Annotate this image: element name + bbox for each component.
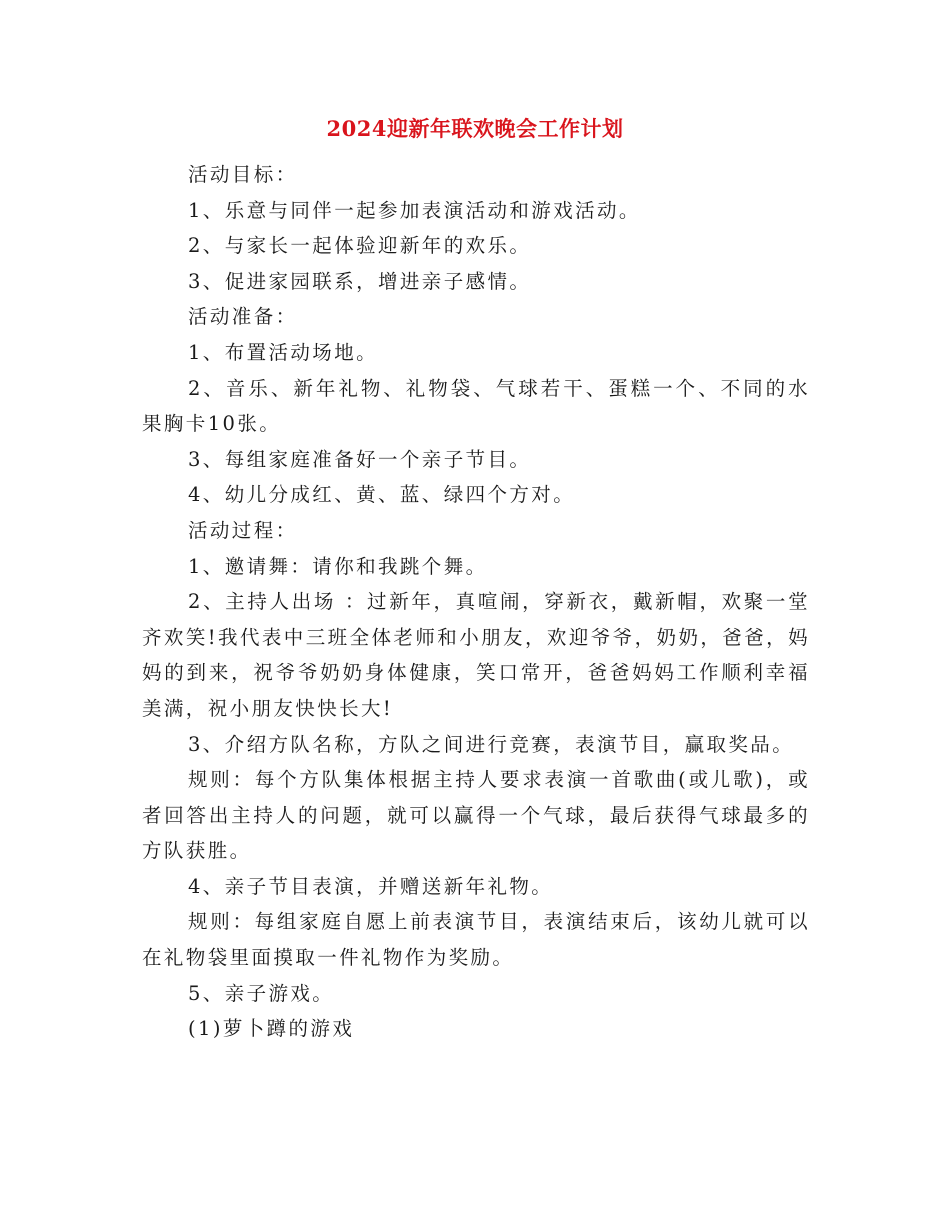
paragraph: 活动准备： (188, 305, 298, 329)
document-body (142, 157, 810, 1047)
paragraph: (1)萝卜蹲的游戏 (188, 1017, 355, 1041)
paragraph: 2、与家长一起体验迎新年的欢乐。 (188, 234, 532, 258)
document-title: 2024迎新年联欢晚会工作计划 (326, 116, 624, 141)
paragraph: 4、亲子节目表演，并赠送新年礼物。 (188, 874, 554, 898)
paragraph: 活动过程： (188, 518, 298, 542)
paragraph: 1、布置活动场地。 (188, 340, 379, 364)
paragraph: 5、亲子游戏。 (188, 981, 335, 1005)
paragraph: 4、幼儿分成红、黄、蓝、绿四个方对。 (188, 483, 576, 507)
paragraph: 活动目标： (188, 163, 298, 186)
paragraph: 3、每组家庭准备好一个亲子节目。 (188, 447, 532, 471)
paragraph: 规则：每组家庭自愿上前表演节目，表演结束后，该幼儿就可以在礼物袋里面摸取一件礼物作为奖励。 (142, 910, 810, 970)
paragraph: 1、乐意与同伴一起参加表演活动和游戏活动。 (188, 198, 641, 222)
paragraph: 1、邀请舞：请你和我跳个舞。 (188, 554, 488, 578)
paragraph: 3、促进家园联系，增进亲子感情。 (188, 269, 532, 293)
paragraph: 2、主持人出场 ：过新年，真喧闹，穿新衣，戴新帽，欢聚一堂齐欢笑!我代表中三班全体老师和小朋友，欢迎爷爷，奶奶，爸爸，妈妈的到来，祝爷爷奶奶身体健康，笑口常开，爸爸妈妈工作顺利幸福美满，祝小朋友快快长大! (142, 590, 810, 720)
paragraph: 2、音乐、新年礼物、礼物袋、气球若干、蛋糕一个、不同的水果胸卡10张。 (142, 376, 810, 436)
paragraph: 3、介绍方队名称，方队之间进行竞赛，表演节目，赢取奖品。 (188, 732, 795, 756)
paragraph: 规则：每个方队集体根据主持人要求表演一首歌曲(或儿歌)，或者回答出主持人的问题，就可以赢得一个气球，最后获得气球最多的方队获胜。 (142, 768, 810, 863)
